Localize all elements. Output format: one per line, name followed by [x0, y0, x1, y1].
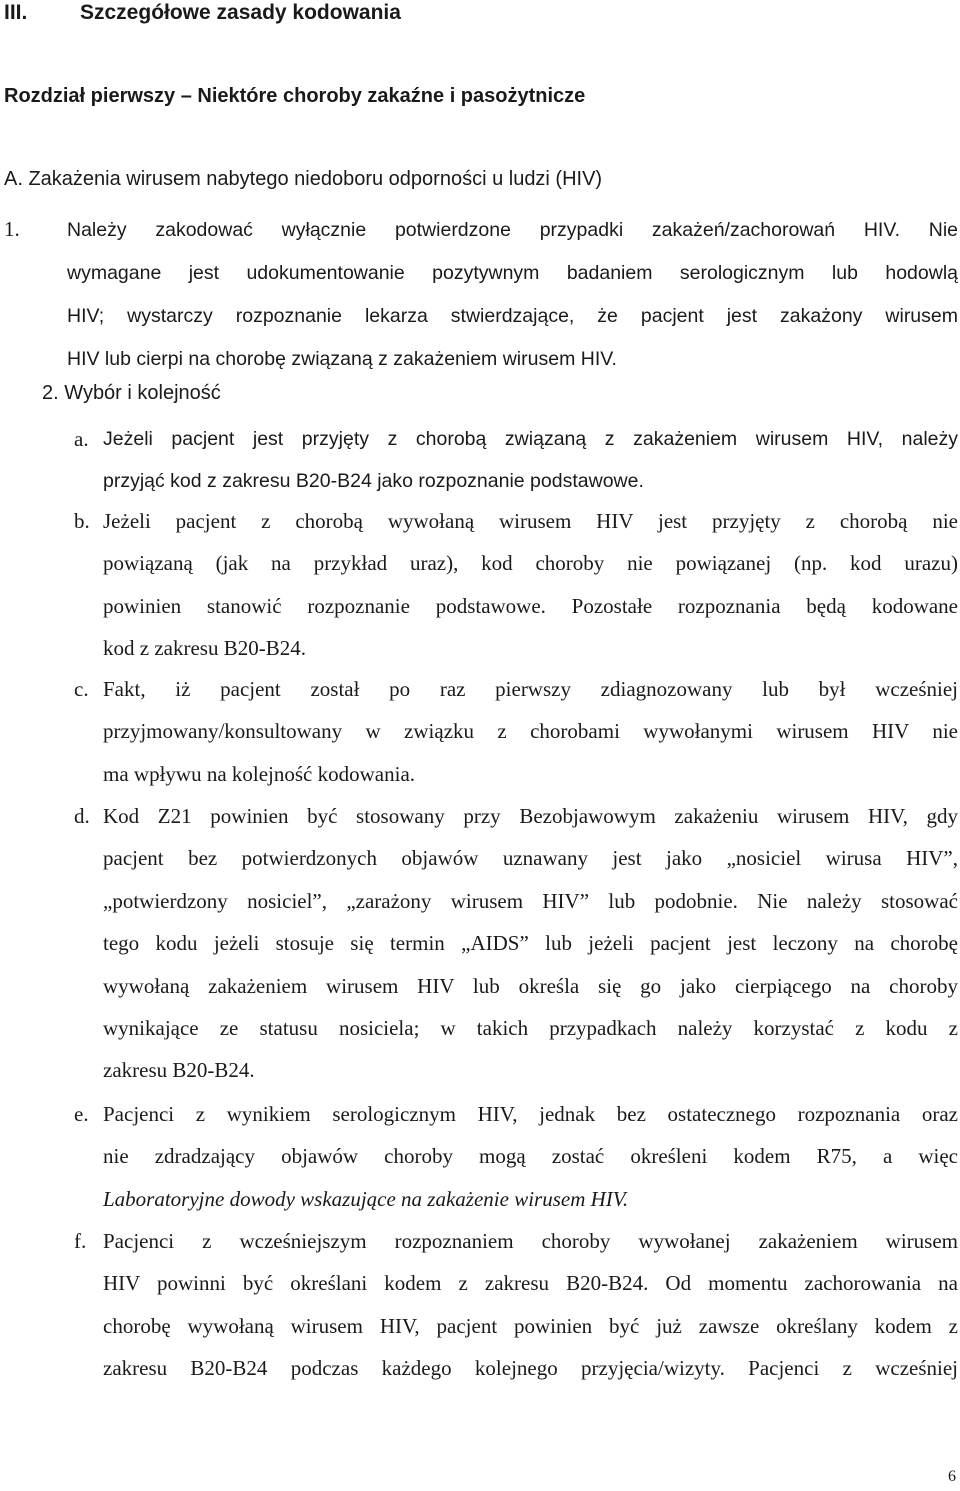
list-item-c	[74, 668, 958, 795]
section-heading: Rozdział pierwszy – Niektóre choroby zakaźne i pasożytnicze	[4, 85, 586, 107]
list-item-f	[74, 1220, 958, 1390]
list-item-text: Pacjenci z wcześniejszym rozpoznaniem choroby wywołanej zakażeniem wirusem HIV powinni być określani kodem z zakresu B20-B24. Od momentu zachorowania na chorobę wywołaną wirusem HIV, pacjent powinien być już zawsze określany kodem z zakresu B20-B24 podczas każdego kolejnego przyjęcia/wizyty. Pacjenci z wcześniej	[103, 1229, 958, 1381]
point-1-line: 1. Należy zakodować wyłącznie potwierdzone przypadki zakażeń/zachorowań HIV. Nie	[4, 208, 958, 252]
point-2-heading: 2. Wybór i kolejność	[42, 382, 221, 404]
list-item-text: Jeżeli pacjent jest przyjęty z chorobą związaną z zakażeniem wirusem HIV, należy przyjąć kod z zakresu B20-B24 jako rozpoznanie podstawowe.	[103, 428, 958, 493]
point-1	[4, 208, 958, 381]
list-marker: b.	[74, 509, 90, 533]
list-marker: d.	[74, 804, 90, 828]
list-item-e	[74, 1093, 958, 1220]
point-1-line: wymagane jest udokumentowanie pozytywnym badaniem serologicznym lub hodowlą	[67, 262, 958, 284]
list-item-text: Jeżeli pacjent z chorobą wywołaną wirusem HIV jest przyjęty z chorobą nie powiązaną (jak na przykład uraz), kod choroby nie powiązanej (np. kod urazu) powinien stanowić rozpoznanie podstawowe. Pozostałe rozpoznania będą kodowane kod z zakresu B20-B24.	[103, 509, 958, 661]
list-item-text: Pacjenci z wynikiem serologicznym HIV, jednak bez ostatecznego rozpoznania oraz nie zdradzający objawów choroby mogą zostać określeni kodem R75, a więc Laboratoryjne dowody wskazujące na zakażenie wirusem HIV.	[103, 1093, 958, 1220]
list-item-text: Kod Z21 powinien być stosowany przy Bezobjawowym zakażeniu wirusem HIV, gdy pacjent bez potwierdzonych objawów uznawany jest jako „nosiciel wirusa HIV”, „potwierdzony nosiciel”, „zarażony wirusem HIV” lub podobnie. Nie należy stosować tego kodu jeżeli stosuje się termin „AIDS” lub jeżeli pacjent jest leczony na chorobę wywołaną zakażeniem wirusem HIV lub określa się go jako cierpiącego na choroby wynikające ze statusu nosiciela; w takich przypadkach należy korzystać z kodu z zakresu B20-B24.	[103, 804, 958, 1083]
chapter-title: Szczegółowe zasady kodowania	[80, 1, 401, 24]
list-item-d	[74, 795, 958, 1092]
list-marker: c.	[74, 677, 89, 701]
list-item-a	[74, 418, 958, 503]
chapter-heading	[4, 0, 401, 26]
list-marker: a.	[74, 427, 89, 451]
list-marker: f.	[74, 1229, 87, 1253]
italic-category-name: Laboratoryjne dowody wskazujące na zakażenie wirusem HIV.	[103, 1186, 629, 1211]
chapter-number: III.	[4, 1, 28, 24]
list-item-b	[74, 500, 958, 670]
list-marker: e.	[74, 1102, 89, 1126]
list-item-text: Fakt, iż pacjent został po raz pierwszy zdiagnozowany lub był wcześniej przyjmowany/konsultowany w związku z chorobami wywołanymi wirusem HIV nie ma wpływu na kolejność kodowania.	[103, 677, 958, 786]
point-1-number: 1.	[4, 217, 20, 241]
page-number: 6	[948, 1468, 956, 1485]
point-1-line: HIV; wystarczy rozpoznanie lekarza stwierdzające, że pacjent jest zakażony wirusem	[67, 305, 958, 327]
point-1-line: HIV lub cierpi na chorobę związaną z zakażeniem wirusem HIV.	[67, 348, 617, 370]
subsection-heading: A. Zakażenia wirusem nabytego niedoboru odporności u ludzi (HIV)	[4, 168, 603, 190]
